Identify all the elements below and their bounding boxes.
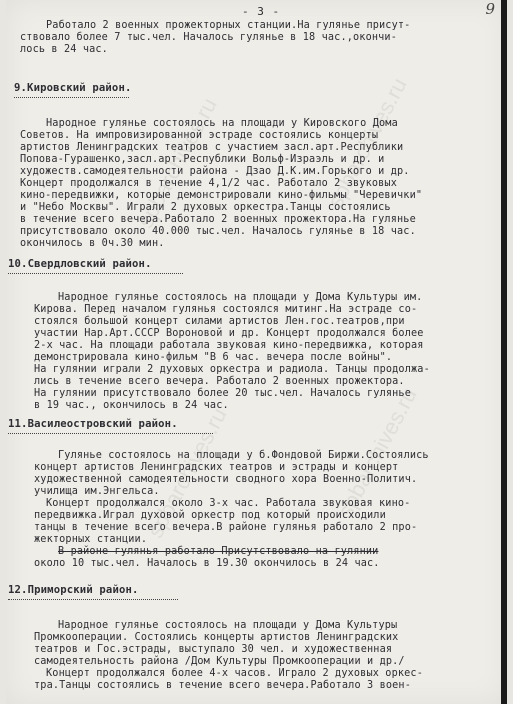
text-line: самодеятельность района /Дом Культуры Промкооперации и др./ xyxy=(34,656,405,667)
watermark: spbarchives.ru xyxy=(322,73,412,212)
text-line: артистов Ленинградских театров с участием засл.арт.Республики xyxy=(20,142,404,153)
text-line: демонстрировала кино-фильм "В 6 час. вечера после войны". xyxy=(34,352,393,363)
text-line: Промкооперации. Состоялись концерты артистов Ленинградских xyxy=(34,632,399,643)
text-line: лось в 24 час. xyxy=(20,44,108,55)
text-line: Гулянье состоялось на площади у б.Фондовой Биржи.Состоялись xyxy=(58,450,429,461)
text-line: участии Нар.Арт.СССР Вороновой и др. Концерт продолжался более xyxy=(34,328,424,339)
watermark: spbarchives.ru xyxy=(132,93,222,232)
archive-page-mark: 9 xyxy=(485,0,495,18)
section-heading: 9.Кировский район. xyxy=(14,82,132,94)
text-line: в течение всего вечера.Работало 2 военных прожектора.На гулянье xyxy=(20,214,416,225)
text-line: кино-передвижки, которые демонстрировали кино-фильмы "Черевички" xyxy=(20,190,423,201)
text-line: присутствовало около 40.000 тыс.чел. Началось гулянье в 18 час. xyxy=(20,226,416,237)
section-heading: 12.Приморский район. xyxy=(8,584,139,596)
heading-underline xyxy=(8,273,183,274)
text-line-struck: В районе гулянья работало Присутствовало на гулянии xyxy=(58,546,379,557)
text-line: На гулянии играли 2 духовых оркестра и радиола. Танцы продолжа- xyxy=(34,364,430,375)
text-line: театров и Гос.эстрады, выступало 30 чел. и художественная xyxy=(34,644,393,655)
text-line: Народное гулянье состоялось на площади у Дома Культуры xyxy=(58,620,398,631)
page-number: - 3 - xyxy=(242,5,281,18)
text-line: Работало 2 военных прожекторных станции.На гулянье присут- xyxy=(46,20,411,31)
text-line: и "Небо Москвы". Играли 2 духовых оркестра.Танцы состоялись xyxy=(20,202,391,213)
document-page xyxy=(6,0,507,704)
text-line: около 10 тыс.чел. Началось в 19.30 окончилось в 24 час. xyxy=(34,558,380,569)
text-line: На гулянии присутствовало более 20 тыс.чел. Началось гулянье xyxy=(34,388,412,399)
text-line: училища им.Энгельса. xyxy=(34,486,160,497)
text-line: Концерт продолжался более 4-х часов. Играло 2 духовых оркес- xyxy=(46,668,424,679)
section-heading: 10.Свердловский район. xyxy=(8,258,152,270)
text-line: стоялся большой концерт силами артистов Лен.гос.театров,при xyxy=(34,316,405,327)
text-line: Советов. На импровизированной эстраде состоялись концерты xyxy=(20,130,379,141)
text-line: Народное гулянье состоялось на площади у Дома Культуры им. xyxy=(58,292,423,303)
heading-underline xyxy=(8,599,178,600)
watermark: spbarchives.ru xyxy=(332,383,422,522)
text-line: жекторных станции. xyxy=(34,534,148,545)
heading-underline xyxy=(8,433,213,434)
text-line: тра.Танцы состоялись в течение всего вечера.Работало 3 воен- xyxy=(34,680,412,691)
text-line: окончилось в 0ч.30 мин. xyxy=(20,238,165,249)
text-line: лись в течение всего вечера. Работало 2 военных прожектора. xyxy=(34,376,405,387)
watermark: spbarchives.ru xyxy=(142,403,232,542)
text-line: художеств.самодеятельности района - Дзао Д.К.им.Горького и др. xyxy=(20,166,410,177)
text-line: танцы в течение всего вечера.В районе гулянья работало 2 про- xyxy=(34,522,418,533)
text-line: передвижка.Играл духовой оркестр под который происходили xyxy=(34,510,386,521)
text-line: в 19 час., окончилось в 24 час. xyxy=(34,400,229,411)
heading-underline xyxy=(14,97,129,98)
text-line: Попова-Гурашенко,засл.арт.Республики Вольф-Израэль и др. и xyxy=(20,154,385,165)
section-heading: 11.Василеостровский район. xyxy=(8,418,178,430)
scan-edge xyxy=(501,0,507,704)
text-line: Концерт продолжался около 3-х час. Работала звуковая кино- xyxy=(46,498,411,509)
text-line: художественной самодеятельности сводного хора Военно-Политич. xyxy=(34,474,418,485)
text-line: Кирова. Перед началом гулянья состоялся митинг.На эстраде со- xyxy=(34,304,418,315)
text-line: Концерт продолжался в течение 4,1/2 час. Работало 2 звуковых xyxy=(20,178,398,189)
text-line: концерт артистов Ленинградских театров и эстрады и концерт xyxy=(34,462,399,473)
text-line: ствовало более 7 тыс.чел. Началось гулянье в 18 час.,окончи- xyxy=(20,32,398,43)
text-line: 2-х час. На площади работала звуковая кино-передвижка, которая xyxy=(34,340,424,351)
text-line: Народное гулянье состоялось на площади у Кировского Дома xyxy=(46,118,398,129)
